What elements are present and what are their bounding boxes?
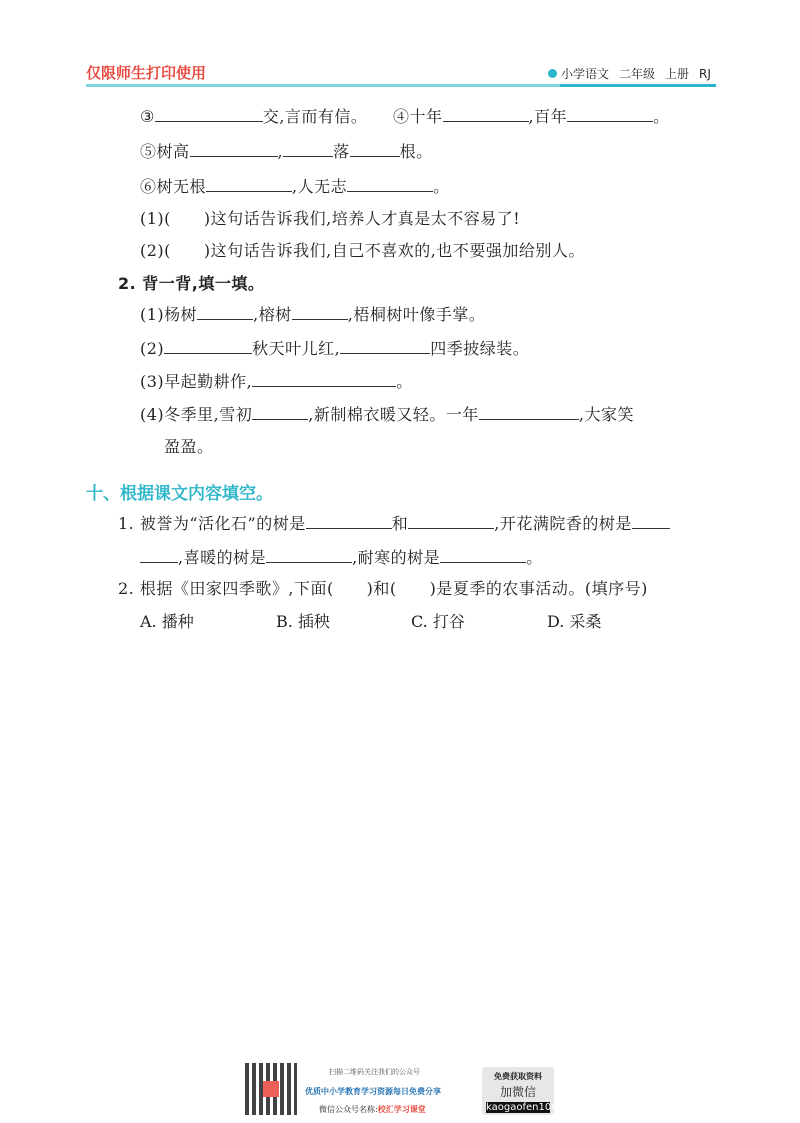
text: (2) xyxy=(140,339,165,358)
badge-id: kaogaofen100 xyxy=(486,1102,558,1113)
text: 落 xyxy=(333,142,350,161)
header-volume: 上册 xyxy=(665,67,690,81)
option-b[interactable]: B. 插秧 xyxy=(276,612,330,631)
blank[interactable] xyxy=(306,514,392,529)
header-subject: 小学语文 xyxy=(561,67,610,81)
text: ⑤树高 xyxy=(140,142,190,161)
text: 和 xyxy=(391,514,409,533)
proverb-line-2 xyxy=(140,139,433,162)
footer xyxy=(245,1063,565,1117)
blank[interactable] xyxy=(347,177,433,192)
footer-tagline: 优质中小学教育学习资源每日免费分享 xyxy=(305,1087,441,1096)
text: 。 xyxy=(433,177,450,196)
text: , xyxy=(277,142,284,161)
question-2-title: 2. 背一背,填一填。 xyxy=(118,274,265,293)
text: ,开花满院香的树是 xyxy=(494,514,632,533)
sub-question-1: (1)( )这句话告诉我们,培养人才真是太不容易了! xyxy=(140,209,521,228)
text: ③ xyxy=(140,107,155,126)
blank[interactable] xyxy=(155,107,263,122)
text: ,百年 xyxy=(528,107,568,126)
blank[interactable] xyxy=(632,514,670,529)
text: ⑥树无根 xyxy=(140,177,207,196)
blank[interactable] xyxy=(292,305,348,320)
blank[interactable] xyxy=(197,305,253,320)
blank[interactable] xyxy=(408,514,494,529)
blank[interactable] xyxy=(350,142,400,157)
footer-account xyxy=(319,1104,426,1115)
text: ,耐寒的树是 xyxy=(352,548,441,567)
text: (1)杨树 xyxy=(140,305,198,324)
option-a[interactable]: A. 播种 xyxy=(140,612,194,631)
footer-scan-text: 扫描二维码关注我们的公众号 xyxy=(329,1068,420,1076)
section-title: 十、根据课文内容填空。 xyxy=(86,484,273,504)
recite-line-2 xyxy=(140,336,529,359)
blank[interactable] xyxy=(283,142,333,157)
badge-top: 免费获取资料 xyxy=(494,1072,542,1081)
text: 。 xyxy=(526,548,543,567)
header-grade: 二年级 xyxy=(619,67,656,81)
blank[interactable] xyxy=(567,107,653,122)
wechat-badge xyxy=(482,1067,558,1115)
text: 。 xyxy=(396,372,413,391)
text: 交,言而有信。 xyxy=(262,107,368,126)
blank[interactable] xyxy=(440,548,526,563)
text: (4)冬季里,雪初 xyxy=(140,405,253,424)
text: 1. 被誉为“活化石”的树是 xyxy=(118,514,306,533)
blank[interactable] xyxy=(190,142,278,157)
text: 秋天叶儿红, xyxy=(252,339,341,358)
recite-line-4 xyxy=(140,402,634,425)
header-edition: RJ xyxy=(699,66,711,81)
footer-account-label: 微信公众号名称: xyxy=(319,1105,378,1114)
text: ,大家笑 xyxy=(578,405,634,424)
bullet-icon xyxy=(548,69,557,78)
blank[interactable] xyxy=(206,177,292,192)
blank[interactable] xyxy=(443,107,529,122)
blank[interactable] xyxy=(252,405,308,420)
proverb-line-1 xyxy=(140,104,670,127)
sub-question-2: (2)( )这句话告诉我们,自己不喜欢的,也不要强加给别人。 xyxy=(140,241,585,260)
fill-line-2 xyxy=(140,545,543,568)
text: ,人无志 xyxy=(292,177,348,196)
text: 根。 xyxy=(399,142,433,161)
text: ,榕树 xyxy=(253,305,292,324)
blank[interactable] xyxy=(266,548,352,563)
text: ,梧桐树叶像手掌。 xyxy=(347,305,486,324)
qr-code-icon[interactable] xyxy=(245,1063,297,1115)
fill-line-1 xyxy=(118,511,670,534)
recite-line-1 xyxy=(140,302,485,325)
header-rule-accent xyxy=(560,84,716,87)
recite-line-4-cont: 盈盈。 xyxy=(164,437,214,456)
badge-mid: 加微信 xyxy=(499,1085,536,1099)
blank[interactable] xyxy=(479,405,579,420)
fill-line-3: 2. 根据《田家四季歌》,下面( )和( )是夏季的农事活动。(填序号) xyxy=(118,579,648,598)
text: ,喜暖的树是 xyxy=(178,548,267,567)
footer-account-name: 校汇学习课堂 xyxy=(377,1105,426,1114)
option-d[interactable]: D. 采桑 xyxy=(547,612,602,631)
proverb-line-3 xyxy=(140,174,450,197)
blank[interactable] xyxy=(340,339,430,354)
blank[interactable] xyxy=(164,339,252,354)
header-right xyxy=(548,65,711,82)
option-c[interactable]: C. 打谷 xyxy=(411,612,465,631)
text: ④十年 xyxy=(393,107,443,126)
text: 四季披绿装。 xyxy=(430,339,530,358)
recite-line-3 xyxy=(140,369,413,392)
blank[interactable] xyxy=(252,372,396,387)
text: 。 xyxy=(653,107,670,126)
blank[interactable] xyxy=(140,548,178,563)
text: ,新制棉衣暖又轻。一年 xyxy=(308,405,479,424)
text: (3)早起勤耕作, xyxy=(140,372,253,391)
header-left: 仅限师生打印使用 xyxy=(86,64,207,82)
